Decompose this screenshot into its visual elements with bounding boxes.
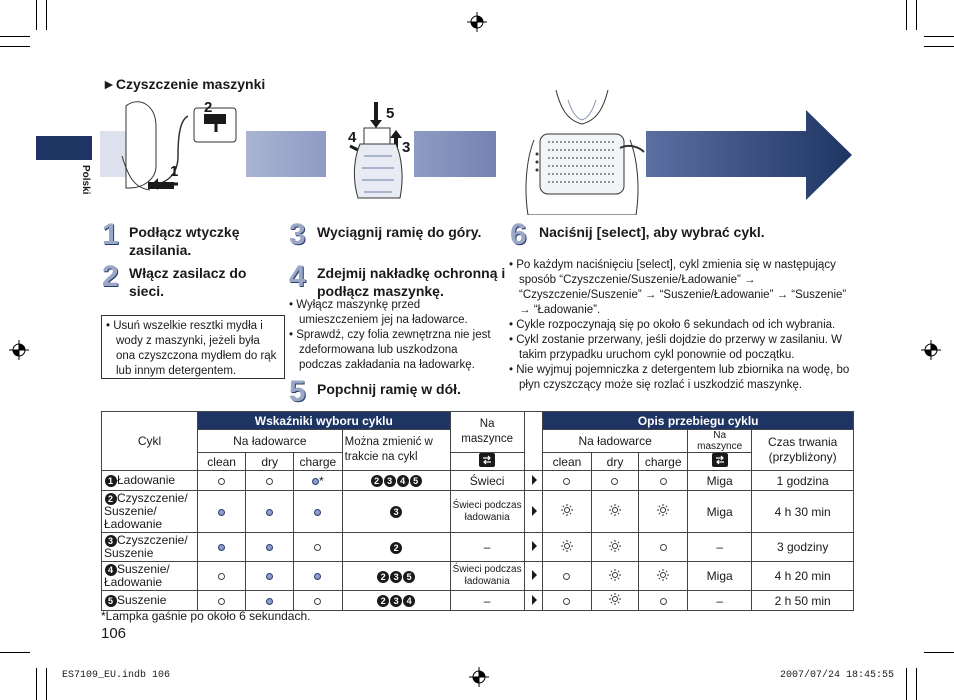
lamp-off-icon (563, 478, 570, 485)
header-charger-left: Na ładowarce (198, 430, 343, 453)
step-number-4: 4 (289, 260, 306, 293)
battery-icon (450, 453, 524, 471)
crop-mark (916, 668, 917, 700)
blinking-lamp-icon (609, 593, 621, 605)
arrow-icon (531, 506, 537, 516)
lamp-off-icon (660, 598, 667, 605)
step-text-1: Podłącz wtyczkę zasilania. (129, 224, 240, 258)
blinking-lamp-icon (657, 569, 669, 581)
header-charger-right: Na ładowarce (543, 430, 688, 453)
figure-label-5: 5 (386, 105, 395, 122)
table-row: 1 Ładowanie * 2 3 4 5 Świeci Miga 1 godzina (102, 471, 854, 491)
step-text-2: Włącz zasilacz do sieci. (129, 265, 247, 299)
table-row: 5 Suszenie 2 3 4 – – 2 h 50 min (102, 591, 854, 611)
footer-timestamp: 2007/07/24 18:45:55 (780, 670, 895, 681)
footnote: *Lampka gaśnie po około 6 sekundach. (101, 609, 311, 623)
lamp-on-icon (266, 573, 273, 580)
lamp-off-icon (611, 478, 618, 485)
step-number-3: 3 (289, 218, 306, 251)
note-box: • Usuń wszelkie resztki mydła i wody z maszynki, jeżeli była ona czyszczona mydłem do rąk lub innym detergentem. (101, 315, 285, 379)
table-row: 4 Suszenie/ Ładowanie 2 3 5 Świeci podczas ładowania Miga 4 h 20 min (102, 562, 854, 591)
step-number-5: 5 (289, 375, 306, 408)
step-text-4: Zdejmij nakładkę ochronną i podłącz maszynkę. (317, 265, 506, 299)
lamp-on-icon (266, 509, 273, 516)
header-machine-small: Na maszynce (688, 430, 752, 453)
lamp-off-icon (563, 598, 570, 605)
plug-illustration (118, 96, 246, 206)
cleaning-station-illustration (516, 90, 648, 215)
lamp-on-icon (218, 509, 225, 516)
lamp-off-icon (266, 478, 273, 485)
lamp-on-icon (218, 544, 225, 551)
lamp-on-icon (266, 598, 273, 605)
header-indicators: Wskaźniki wyboru cyklu (198, 412, 451, 430)
arrow-icon (531, 541, 537, 551)
step-band (414, 131, 496, 177)
registration-mark-icon (467, 12, 487, 32)
battery-icon (688, 453, 752, 471)
language-tab (36, 136, 92, 160)
crop-mark (916, 0, 917, 30)
table-row: 2 Czyszczenie/ Suszenie/ Ładowanie 3 Świeci podczas ładowania Miga 4 h 30 min (102, 491, 854, 533)
table-row: 3 Czyszczenie/ Suszenie 2 – – 3 godziny (102, 533, 854, 562)
step-text-5: Popchnij ramię w dół. (317, 381, 461, 397)
step4-bullets: • Wyłącz maszynkę przed umieszczeniem jej na ładowarce. • Sprawdź, czy folia zewnętrzna nie jest zdeformowana lub uszkodzona podczas zakładania na ładowarkę. (289, 299, 491, 371)
arrow-icon (531, 570, 537, 580)
shaver-arm-illustration (330, 98, 420, 210)
crop-mark (46, 0, 47, 30)
crop-mark (36, 0, 37, 30)
figure-label-4: 4 (348, 129, 357, 146)
header-change: Można zmienić w trakcie na cykl (342, 430, 450, 471)
header-machine: Na maszynce (450, 412, 524, 453)
header-description: Opis przebiegu cyklu (543, 412, 854, 430)
triangle-bullet-icon: ► (102, 76, 116, 92)
step6-bullets: • Po każdym naciśnięciu [select], cykl zmienia się w następujący sposób “Czyszczenie/Suszenie/Ładowanie” → “Czyszczenie/Suszenie” → “Suszenie/Ładowanie” → “Suszenie” → “Ładowanie”. • Cykle rozpoczynają się po około 6 sekundach od ich wybrania. • Cykl zostanie przerwany, jeśli dojdzie do przerwy w zasilaniu. W takim przypadku uruchom cykl ponownie od początku. • Nie wyjmuj pojemniczka z detergentem lub zbiornika na wodę, bo płyn czyszczący może się rozlać i uszkodzić maszynkę. (509, 259, 850, 391)
lamp-off-icon (314, 544, 321, 551)
step-number-1: 1 (102, 218, 119, 251)
lamp-on-icon (314, 573, 321, 580)
crop-mark (0, 46, 30, 47)
blinking-lamp-icon (657, 504, 669, 516)
arrow-icon (531, 475, 537, 485)
figure-label-3: 3 (402, 139, 411, 156)
step-text-6: Naciśnij [select], aby wybrać cykl. (539, 224, 765, 240)
lamp-off-icon (660, 544, 667, 551)
crop-mark (36, 668, 37, 700)
blinking-lamp-icon (609, 540, 621, 552)
figure-label-2: 2 (204, 99, 213, 116)
lamp-off-icon (218, 478, 225, 485)
crop-mark (0, 652, 30, 653)
lamp-off-icon (218, 573, 225, 580)
lamp-on-icon (314, 509, 321, 516)
figure-label-1: 1 (170, 163, 179, 180)
lamp-off-icon (314, 598, 321, 605)
crop-mark (0, 36, 30, 37)
language-label: Polski (80, 165, 91, 195)
section-title: ►Czyszczenie maszynki (102, 76, 266, 92)
step-number-6: 6 (510, 218, 527, 251)
registration-mark-icon (921, 340, 941, 360)
lamp-on-icon (266, 544, 273, 551)
registration-mark-icon (9, 340, 29, 360)
arrow-icon (531, 595, 537, 605)
crop-mark (46, 668, 47, 700)
footer-file: ES7109_EU.indb 106 (62, 670, 171, 681)
lamp-off-icon (218, 598, 225, 605)
registration-mark-icon (469, 667, 489, 687)
step-text-3: Wyciągnij ramię do góry. (317, 224, 482, 240)
cycle-table: Cykl Wskaźniki wyboru cyklu Na maszynce Opis przebiegu cyklu Na ładowarce Można zmienić w trakcie na cykl Na ładowarce Na maszynce Czas trwania (przybliżony) clean dry charge clean dry charge 1 Ładowanie * 2 3 4 5 Świeci Miga 1 godzina 2 Czyszczenie/ Suszenie/ Ładowanie 3 Świeci podczas ładowania Miga 4 h 30 min 3 Czyszczenie/ Suszenie 2 – – 3 godziny 4 Suszenie/ Ładowanie 2 3 5 Świeci podczas ładowania Miga 4 h 20 min 5 Suszenie 2 3 4 – – 2 h 50 min (101, 411, 854, 611)
col-cykl: Cykl (102, 412, 198, 471)
step-number-2: 2 (102, 260, 119, 293)
crop-mark (924, 46, 954, 47)
blinking-lamp-icon (609, 504, 621, 516)
page-number: 106 (101, 625, 127, 642)
header-duration: Czas trwania (przybliżony) (752, 430, 854, 471)
crop-mark (906, 0, 907, 30)
step-band (246, 131, 326, 177)
blinking-lamp-icon (561, 540, 573, 552)
lamp-off-icon (660, 478, 667, 485)
crop-mark (924, 652, 954, 653)
crop-mark (924, 36, 954, 37)
blinking-lamp-icon (561, 504, 573, 516)
crop-mark (906, 668, 907, 700)
lamp-on-icon (312, 478, 319, 485)
lamp-off-icon (563, 573, 570, 580)
blinking-lamp-icon (609, 569, 621, 581)
progress-arrow-icon (646, 110, 852, 200)
